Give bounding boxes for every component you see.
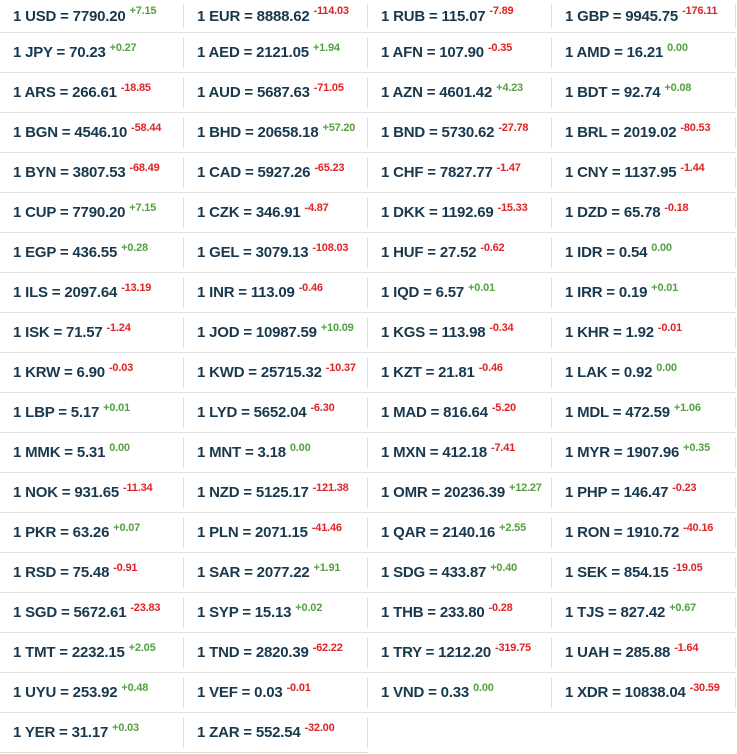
rate-change: 0.00 [656,361,677,374]
rate-pair-value: 1 IDR = 0.54 [565,244,648,261]
rate-pair-value: 1 TRY = 1212.20 [381,644,491,661]
rate-change: -0.28 [488,601,513,614]
rate-change: +0.28 [121,241,148,254]
rate-change: +7.15 [129,201,157,214]
rate-change: -1.24 [106,321,131,334]
rate-change: +1.06 [673,401,701,414]
rate-pair-value: 1 JOD = 10987.59 [197,324,317,341]
rate-cell [0,33,184,73]
rate-pair-value: 1 AUD = 5687.63 [197,84,310,101]
rate-change: -0.91 [113,561,138,574]
rate-pair-value: 1 CHF = 7827.77 [381,164,493,181]
rate-cell [184,33,368,73]
rate-cell [0,473,184,513]
rate-change: -0.01 [657,321,682,334]
rates-row [0,313,737,353]
rate-pair-value: 1 AED = 2121.05 [197,44,309,61]
rate-cell [368,353,552,393]
rate-change: +0.01 [103,401,130,414]
rates-row [0,233,737,273]
rates-row [0,193,737,233]
rate-change: -114.03 [313,5,349,17]
rates-row [0,393,737,433]
rate-cell [552,553,736,593]
rate-change: -27.78 [498,121,529,134]
rate-change: -0.34 [489,321,514,334]
rate-change: -30.59 [689,681,720,694]
rates-row [0,713,737,753]
rate-cell [552,113,736,153]
rate-cell [368,273,552,313]
rate-cell [552,193,736,233]
rate-cell [184,593,368,633]
rate-cell [368,73,552,113]
rate-pair-value: 1 CNY = 1137.95 [565,164,677,181]
rate-cell [184,393,368,433]
rates-row [0,353,737,393]
rate-change: 0.00 [473,681,494,694]
rate-cell [368,233,552,273]
rate-cell [552,433,736,473]
rate-change: -0.62 [480,241,505,254]
rate-cell [184,153,368,193]
rate-change: +0.27 [109,41,137,54]
rate-pair-value: 1 BND = 5730.62 [381,124,495,141]
rate-change: +0.07 [113,521,141,534]
rate-cell [0,633,184,673]
rate-change: -40.16 [683,521,714,534]
rate-cell [184,73,368,113]
rate-change: -1.47 [496,161,521,174]
rate-change: -0.03 [108,361,134,374]
rate-pair-value: 1 PKR = 63.26 [13,524,110,541]
rate-pair-value: 1 CZK = 346.91 [197,204,301,221]
rate-pair-value: 1 KZT = 21.81 [381,364,475,381]
rate-change: +0.03 [112,721,139,734]
rate-change: -121.38 [312,481,349,494]
rate-cell [368,673,552,713]
rate-pair-value: 1 INR = 113.09 [197,284,295,301]
rate-cell [184,473,368,513]
rate-cell [552,393,736,433]
rate-pair-value: 1 LYD = 5652.04 [197,404,307,421]
rate-pair-value: 1 JPY = 70.23 [13,44,106,61]
rate-pair-value: 1 KRW = 6.90 [13,364,105,381]
rate-cell [184,193,368,233]
rate-cell [0,673,184,713]
rate-pair-value: 1 OMR = 20236.39 [381,484,505,501]
rate-cell [184,713,368,753]
rate-cell [184,553,368,593]
rate-cell [0,713,184,753]
rate-change: -23.83 [130,601,161,614]
rate-change: -0.46 [298,281,323,294]
rate-pair-value: 1 KGS = 113.98 [381,324,486,341]
rates-row [0,153,737,193]
rate-pair-value: 1 THB = 233.80 [381,604,485,621]
rate-pair-value: 1 ISK = 71.57 [13,324,103,341]
rate-pair-value: 1 MMK = 5.31 [13,444,106,461]
rate-pair-value: 1 EUR = 8888.62 [197,7,310,25]
rates-row [0,553,737,593]
rate-cell [0,113,184,153]
rate-pair-value: 1 NOK = 931.65 [13,484,120,501]
rate-change: 0.00 [667,41,688,54]
rate-pair-value: 1 QAR = 2140.16 [381,524,496,541]
rate-pair-value: 1 ARS = 266.61 [13,84,117,101]
rate-pair-value: 1 MYR = 1907.96 [565,444,680,461]
rate-change: +0.40 [490,561,518,574]
rate-change: 0.00 [109,441,130,454]
rate-cell [368,193,552,233]
rate-pair-value: 1 BDT = 92.74 [565,84,661,101]
rate-change: +0.01 [468,281,495,294]
rate-cell [0,73,184,113]
rate-cell [552,353,736,393]
rate-cell [0,393,184,433]
rate-change: +2.55 [499,521,527,534]
rate-change: -62.22 [312,641,343,654]
rates-row [0,113,737,153]
rate-pair-value: 1 GBP = 9945.75 [565,7,679,25]
rate-change: -7.41 [491,441,516,454]
rate-cell [0,313,184,353]
rate-pair-value: 1 MAD = 816.64 [381,404,488,421]
rate-cell [368,633,552,673]
rate-change: -108.03 [312,241,349,254]
rate-change: -0.23 [672,481,697,494]
rate-pair-value: 1 SYP = 15.13 [197,604,292,621]
rates-row [0,473,737,513]
rate-pair-value: 1 GEL = 3079.13 [197,244,309,261]
rate-pair-value: 1 IRR = 0.19 [565,284,648,301]
rate-pair-value: 1 DZD = 65.78 [565,204,661,221]
rate-cell [0,593,184,633]
rate-change: -176.11 [682,5,718,17]
rate-cell [368,553,552,593]
rate-change: +0.08 [664,81,692,94]
rates-row [0,673,737,713]
rate-cell [184,513,368,553]
rate-change: -4.87 [304,201,329,214]
rate-change: -0.18 [664,201,689,214]
rate-pair-value: 1 RUB = 115.07 [381,7,486,25]
rate-pair-value: 1 AMD = 16.21 [565,44,664,61]
rate-pair-value: 1 TND = 2820.39 [197,644,309,661]
rate-pair-value: 1 MNT = 3.18 [197,444,286,461]
rate-change: +0.67 [669,601,697,614]
rate-pair-value: 1 SEK = 854.15 [565,564,669,581]
empty-cell [552,713,736,753]
rate-pair-value: 1 HUF = 27.52 [381,244,477,261]
rate-pair-value: 1 SDG = 433.87 [381,564,487,581]
rate-pair-value: 1 ZAR = 552.54 [197,724,301,741]
rate-cell [552,593,736,633]
rate-pair-value: 1 IQD = 6.57 [381,284,465,301]
rate-cell [184,433,368,473]
rate-pair-value: 1 TMT = 2232.15 [13,644,125,661]
rates-row [0,593,737,633]
rate-cell [368,313,552,353]
rate-change: +4.23 [496,81,523,94]
rate-pair-value: 1 TJS = 827.42 [565,604,666,621]
rate-change: -68.49 [129,161,160,174]
rate-change: 0.00 [289,441,311,454]
rate-pair-value: 1 USD = 7790.20 [13,7,126,25]
rate-change: -41.46 [311,521,342,534]
rate-change: -0.35 [487,41,513,54]
rate-cell [184,313,368,353]
rate-pair-value: 1 UYU = 253.92 [13,684,118,701]
rate-change: -0.46 [478,361,503,374]
rates-row [0,33,737,73]
rate-change: +0.48 [121,681,149,694]
rate-cell [368,593,552,633]
rate-change: 0.00 [651,241,672,254]
rate-cell [184,353,368,393]
rate-pair-value: 1 SGD = 5672.61 [13,604,127,621]
rate-pair-value: 1 DKK = 1192.69 [381,204,494,221]
rate-cell [552,273,736,313]
rate-change: -1.64 [674,641,699,654]
rate-change: -18.85 [120,81,151,94]
rate-change: -0.01 [286,681,311,694]
rate-change: +12.27 [508,481,542,494]
rate-change: -32.00 [304,721,335,734]
rate-pair-value: 1 XDR = 10838.04 [565,684,686,701]
rate-cell [368,153,552,193]
rate-cell [184,673,368,713]
rate-pair-value: 1 SAR = 2077.22 [197,564,310,581]
rate-cell [552,633,736,673]
rate-pair-value: 1 VND = 0.33 [381,684,470,701]
rate-change: +0.02 [295,601,323,614]
rate-cell [0,233,184,273]
rate-pair-value: 1 AZN = 4601.42 [381,84,493,101]
rate-change: -13.19 [121,281,152,294]
rate-pair-value: 1 PLN = 2071.15 [197,524,308,541]
rate-change: +0.01 [651,281,679,294]
rate-cell [184,0,368,33]
rate-change: -80.53 [680,121,711,134]
rate-change: +7.15 [129,5,157,17]
rate-change: -6.30 [310,401,335,414]
rate-cell [368,433,552,473]
rates-row [0,0,737,33]
rate-change: +1.91 [313,561,341,574]
rate-pair-value: 1 LAK = 0.92 [565,364,653,381]
rate-cell [0,193,184,233]
rate-change: +2.05 [128,641,156,654]
rates-row [0,273,737,313]
rate-cell [184,273,368,313]
rate-cell [368,113,552,153]
rates-row [0,73,737,113]
rate-cell [0,553,184,593]
rate-cell [0,0,184,33]
empty-cell [368,713,552,753]
rate-cell [184,633,368,673]
rate-change: +0.35 [683,441,711,454]
rate-cell [368,473,552,513]
rate-cell [368,393,552,433]
rate-cell [184,113,368,153]
rate-pair-value: 1 CUP = 7790.20 [13,204,126,221]
rate-pair-value: 1 KHR = 1.92 [565,324,654,341]
rate-cell [552,153,736,193]
rate-cell [552,513,736,553]
rate-change: -10.37 [325,361,356,374]
rate-change: -1.44 [680,161,705,174]
rate-pair-value: 1 UAH = 285.88 [565,644,671,661]
rate-pair-value: 1 BYN = 3807.53 [13,164,126,181]
rate-change: -71.05 [313,81,344,94]
rates-row [0,633,737,673]
rate-cell [552,33,736,73]
rate-change: -19.05 [672,561,703,574]
rate-change: -15.33 [497,201,528,214]
rate-cell [0,353,184,393]
rate-pair-value: 1 RON = 1910.72 [565,524,680,541]
rate-cell [552,0,736,33]
rate-cell [552,233,736,273]
rate-pair-value: 1 AFN = 107.90 [381,44,484,61]
rate-cell [0,513,184,553]
rate-pair-value: 1 MDL = 472.59 [565,404,670,421]
rate-pair-value: 1 NZD = 5125.17 [197,484,309,501]
rate-pair-value: 1 BRL = 2019.02 [565,124,677,141]
rate-pair-value: 1 MXN = 412.18 [381,444,488,461]
rate-change: +10.09 [320,321,354,334]
rate-pair-value: 1 BHD = 20658.18 [197,124,319,141]
rate-cell [0,433,184,473]
rate-cell [552,473,736,513]
rate-change: -7.89 [489,5,514,17]
rate-cell [552,673,736,713]
rate-change: -65.23 [314,161,345,174]
rate-pair-value: 1 YER = 31.17 [13,724,109,741]
rate-pair-value: 1 VEF = 0.03 [197,684,283,701]
rate-pair-value: 1 RSD = 75.48 [13,564,110,581]
rate-cell [368,33,552,73]
rate-change: -5.20 [491,401,516,414]
rate-pair-value: 1 PHP = 146.47 [565,484,669,501]
rate-pair-value: 1 EGP = 436.55 [13,244,118,261]
rate-change: -319.75 [495,641,531,654]
rate-change: +1.94 [312,41,340,54]
rate-cell [368,513,552,553]
rate-cell [0,153,184,193]
rate-pair-value: 1 ILS = 2097.64 [13,284,118,301]
rate-pair-value: 1 KWD = 25715.32 [197,364,322,381]
rate-cell [368,0,552,33]
rate-change: +57.20 [322,121,356,134]
rate-pair-value: 1 BGN = 4546.10 [13,124,128,141]
rates-row [0,433,737,473]
rate-pair-value: 1 LBP = 5.17 [13,404,100,421]
rate-pair-value: 1 CAD = 5927.26 [197,164,311,181]
rate-cell [552,73,736,113]
rate-cell [184,233,368,273]
rate-cell [0,273,184,313]
rate-change: -58.44 [131,121,162,134]
rates-row [0,513,737,553]
rate-cell [552,313,736,353]
rate-change: -11.34 [123,481,153,494]
